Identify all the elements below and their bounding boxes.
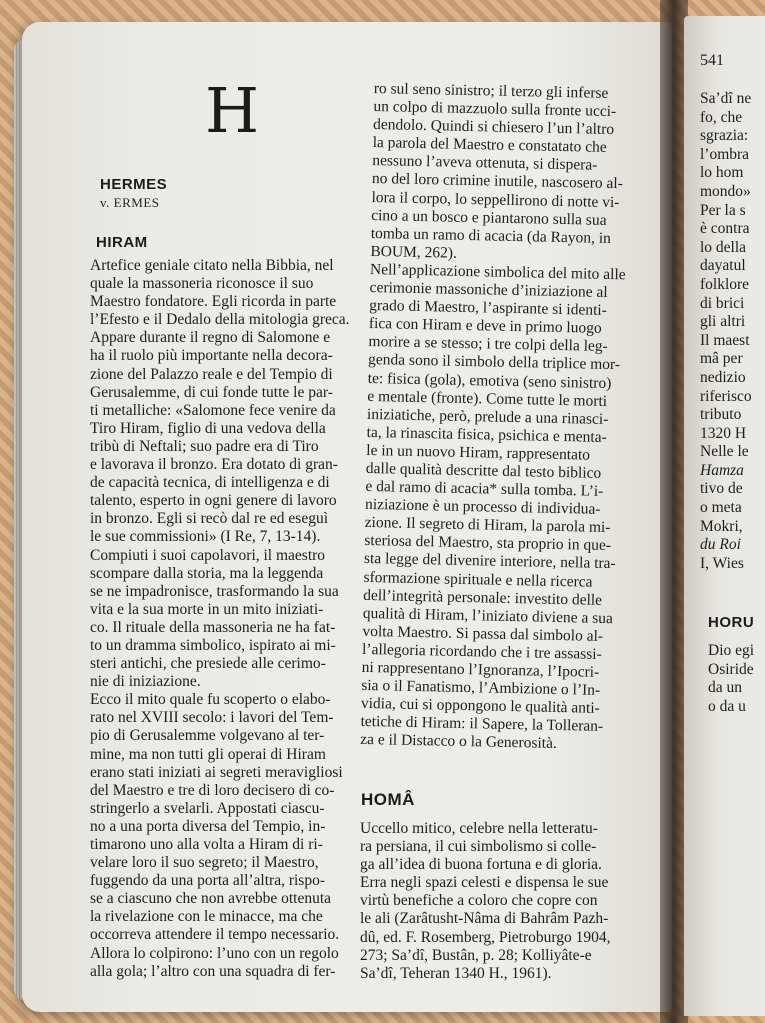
text-line: niziazione è un processo di individua- <box>364 496 601 518</box>
text-line: Compiuti i suoi capolavori, il maestro <box>90 546 326 564</box>
text-line: grado di Maestro, l’aspirante si identi- <box>369 297 608 320</box>
text-line: fuggendo da una porta all’altra, rispo- <box>90 872 325 890</box>
text-line: cerimonie massoniche d’iniziazione al <box>369 278 608 301</box>
text-line: e mentale (fronte). Come tutte le morti <box>367 387 608 410</box>
headword-homa: HOMÂ <box>361 790 415 809</box>
right-page-line: nedizio <box>700 368 746 386</box>
text-line: se ne impadronisce, trasformando la sua <box>90 582 339 600</box>
right-page-line: mâ per <box>700 350 743 368</box>
text-line: te: fisica (gola), emotiva (seno sinistro) <box>367 369 612 392</box>
right-page-line: dayatul <box>700 257 746 275</box>
text-line: sta legge del divenire interiore, nella tra- <box>363 550 616 573</box>
right-page-line: I, Wies <box>700 554 744 572</box>
headword-hermes: HERMES <box>100 176 168 193</box>
text-line: tribù di Neftali; suo padre era di Tiro <box>90 437 319 455</box>
text-line: qualità di Hiram, l’iniziato diviene a sua <box>362 604 614 627</box>
headword-hiram: HIRAM <box>96 234 148 251</box>
hiram-text-column-1 <box>90 257 350 981</box>
text-line: erano stati iniziati ai segreti meravigliosi <box>90 763 343 781</box>
right-page-line: 1320 H <box>700 424 747 442</box>
text-line: Uccello mitico, celebre nella letteratu- <box>360 820 598 837</box>
right-page-line: l’ombra <box>700 145 750 163</box>
text-line: mine, ma non tutti gli operai di Hiram <box>90 745 326 763</box>
section-letter: H <box>205 74 260 147</box>
hiram-text-column-2 <box>360 80 644 755</box>
text-line: timarono uno alla volta a Hiram di ri- <box>90 836 323 853</box>
right-page-line: Hamza <box>700 461 744 479</box>
right-page-line: Nelle le <box>700 443 749 461</box>
text-line: iniziatiche, però, prelude a una rinasci- <box>366 405 609 428</box>
right-page-line: gli altri <box>700 313 746 331</box>
right-page-line: da un <box>708 679 743 697</box>
right-page-line: lo hom <box>700 164 744 182</box>
right-page-line: o da u <box>708 697 746 715</box>
text-line: le sue commissioni» (I Re, 7, 13-14). <box>90 528 321 546</box>
text-line: to un dramma simbolico, ispirato ai mi- <box>90 636 336 654</box>
text-line: za e il Distacco o la Generosità. <box>360 731 558 753</box>
text-line: zione del Palazzo reale e del Tempio di <box>90 365 333 383</box>
text-line: Maestro fondatore. Egli ricorda in parte <box>90 293 337 311</box>
text-line: fica con Hiram e deve in primo luogo <box>368 315 602 338</box>
text-line: pio di Gerusalemme volgevano al ter- <box>90 727 325 745</box>
text-line: talento, esperto in ogni genere di lavoro <box>90 492 337 510</box>
text-line: le ali (Zarâtusht-Nâma di Bahrâm Pazh- <box>360 910 609 928</box>
text-line: rato nel XVIII secolo: i lavori del Tem- <box>90 709 334 727</box>
text-line: co. Il rituale della massoneria ne ha fat- <box>90 618 336 636</box>
text-line: sia o il Fanatismo, l’Ambizione o l’In- <box>361 676 601 699</box>
right-page-line: Il maest <box>700 331 750 349</box>
text-line: de capacità tecnica, di intelligenza e di <box>90 474 330 492</box>
text-line: no a una porta diversa del Tempio, in- <box>90 817 326 835</box>
text-line: zione. Il segreto di Hiram, la parola mi- <box>364 514 611 537</box>
right-page-line: Mokri, <box>700 517 743 535</box>
cross-reference: v. ERMES <box>100 195 160 210</box>
text-line: l’allegoria ricordando che i tre assassi- <box>361 640 602 663</box>
right-page-line: Per la s <box>700 201 746 219</box>
text-line: la parola del Maestro e constatato che <box>372 134 607 157</box>
text-line: virtù benefiche a coloro che copre con <box>360 892 598 910</box>
right-page-line: du Roi <box>700 536 741 554</box>
text-line: steri antichi, che presiede alle cerimo- <box>90 655 326 673</box>
text-line: e lavorava il bronzo. Era dotato di gran- <box>90 456 338 474</box>
text-line: del Maestro e tre di loro decisero di co- <box>90 781 335 799</box>
text-line: ha il ruolo più importante nella decora- <box>90 347 333 365</box>
text-line: cino a un bosco e piantarono sulla sua <box>370 206 607 229</box>
text-line: dû, ed. F. Rosemberg, Pietroburgo 1904, <box>360 928 611 946</box>
text-line: ga all’idea di buona fortuna e di gloria. <box>360 856 602 874</box>
text-line: 273; Sa’dî, Bustân, p. 28; Kolliyâte-e <box>360 946 592 964</box>
text-line: Tiro Hiram, figlio di una vedova della <box>90 419 326 437</box>
right-page-line: Osiride <box>708 660 754 678</box>
text-line: ta, la rinascita fisica, psichica e menta- <box>366 423 607 446</box>
text-line: vidia, cui si oppongono le qualità anti- <box>360 695 600 718</box>
text-line: tomba un ramo di acacia (da Rayon, in <box>370 224 612 247</box>
text-line: BOUM, 262). <box>370 242 458 262</box>
text-line: ra persiana, il cui simbolismo si colle- <box>360 838 597 856</box>
text-line: nessuno l’aveva ottenuta, si dispera- <box>372 152 598 175</box>
text-line: dalle qualità descritte dal testo biblico <box>365 459 602 482</box>
text-line: stringerlo a svelarli. Appostati ciascu- <box>90 799 325 817</box>
right-page-line: sgrazia: <box>700 127 749 145</box>
text-line: volta Maestro. Si passa dal simbolo al- <box>362 622 604 645</box>
right-page-text <box>700 90 752 573</box>
text-line: alla gola; l’altro con una squadra di fer- <box>90 962 336 980</box>
right-page-headword: HORU <box>708 614 755 631</box>
text-line: scompare dalla storia, ma la leggenda <box>90 564 324 582</box>
text-line: ro sul seno sinistro; il terzo gli inferse <box>373 80 609 102</box>
text-line: velare loro il suo segreto; il Maestro, <box>90 854 319 872</box>
text-line: dendolo. Quindi si chiesero l’un l’altro <box>372 116 615 139</box>
text-line: vita e la sua morte in un mito iniziati- <box>90 600 324 618</box>
right-page <box>684 16 765 1016</box>
text-line: sformazione spirituale e nella ricerca <box>363 568 593 591</box>
right-page-line: riferisco <box>700 387 752 405</box>
text-line: nie di iniziazione. <box>90 673 201 691</box>
text-line: Allora lo colpirono: l’uno con un regolo <box>90 944 339 962</box>
text-line: morire a se stesso; i tre colpi della leg- <box>368 333 608 356</box>
text-line: la rivelazione con le minacce, ma che <box>90 908 323 926</box>
text-line: in bronzo. Egli si recò dal re ed eseguì <box>90 510 329 528</box>
right-page-line: fo, che <box>700 108 743 126</box>
text-line: ni rappresentano l’Ignoranza, l’Ipocri- <box>361 658 600 681</box>
text-line: se a ciascuno che non avrebbe ottenuta <box>90 890 332 908</box>
text-line: Artefice geniale citato nella Bibbia, nel <box>90 257 334 274</box>
right-page-line: di brici <box>700 294 745 312</box>
text-line: occorreva attendere il tempo necessario. <box>90 926 340 944</box>
page-number: 541 <box>700 52 724 69</box>
text-line: Ecco il mito quale fu scoperto o elabo- <box>90 691 331 709</box>
text-line: dell’integrità personale: investito delle <box>363 586 603 609</box>
text-line: no del loro crimine inutile, nascosero al- <box>371 170 623 193</box>
right-page-line: lo della <box>700 238 747 256</box>
right-page-line: o meta <box>700 499 742 517</box>
text-line: genda sono il simbolo della triplice mor- <box>367 351 621 374</box>
text-line: ti metalliche: «Salomone fece venire da <box>90 401 336 419</box>
text-line: lora il corpo, lo seppellirono di notte vi- <box>371 188 620 211</box>
right-page-line: Dio egi <box>708 642 755 659</box>
right-page-line: Sa’dî ne <box>700 90 752 107</box>
right-page-line: mondo» <box>700 182 751 200</box>
right-page-line: folklore <box>700 275 750 293</box>
text-line: Gerusalemme, di cui fonde tutte le par- <box>90 383 333 401</box>
text-line: le in un nuovo Hiram, rappresentato <box>366 441 591 464</box>
right-page-line: tivo de <box>700 480 743 498</box>
text-line: quale la massoneria riconosce il suo <box>90 275 314 293</box>
text-line: steriosa del Maestro, sta proprio in que- <box>364 532 612 555</box>
text-line: tetiche di Hiram: il Sapere, la Tolleran- <box>360 713 604 736</box>
text-line: Nell’applicazione simbolica del mito alle <box>369 260 626 284</box>
right-page-line: tributo <box>700 406 742 424</box>
text-line: un colpo di mazzuolo sulla fronte ucci- <box>373 98 617 121</box>
text-line: l’Efesto e il Dedalo della mitologia greca. <box>90 311 350 329</box>
text-line: Sa’dî, Teheran 1340 H., 1961). <box>360 964 552 982</box>
right-page-next-entry <box>708 642 754 716</box>
homa-text <box>360 820 644 983</box>
text-line: Appare durante il regno di Salomone e <box>90 329 331 347</box>
text-line: Erra negli spazi celesti e dispensa le sue <box>360 874 609 892</box>
text-line: e dal ramo di acacia* sulla tomba. L’i- <box>365 477 604 500</box>
right-page-line: è contra <box>700 220 750 238</box>
